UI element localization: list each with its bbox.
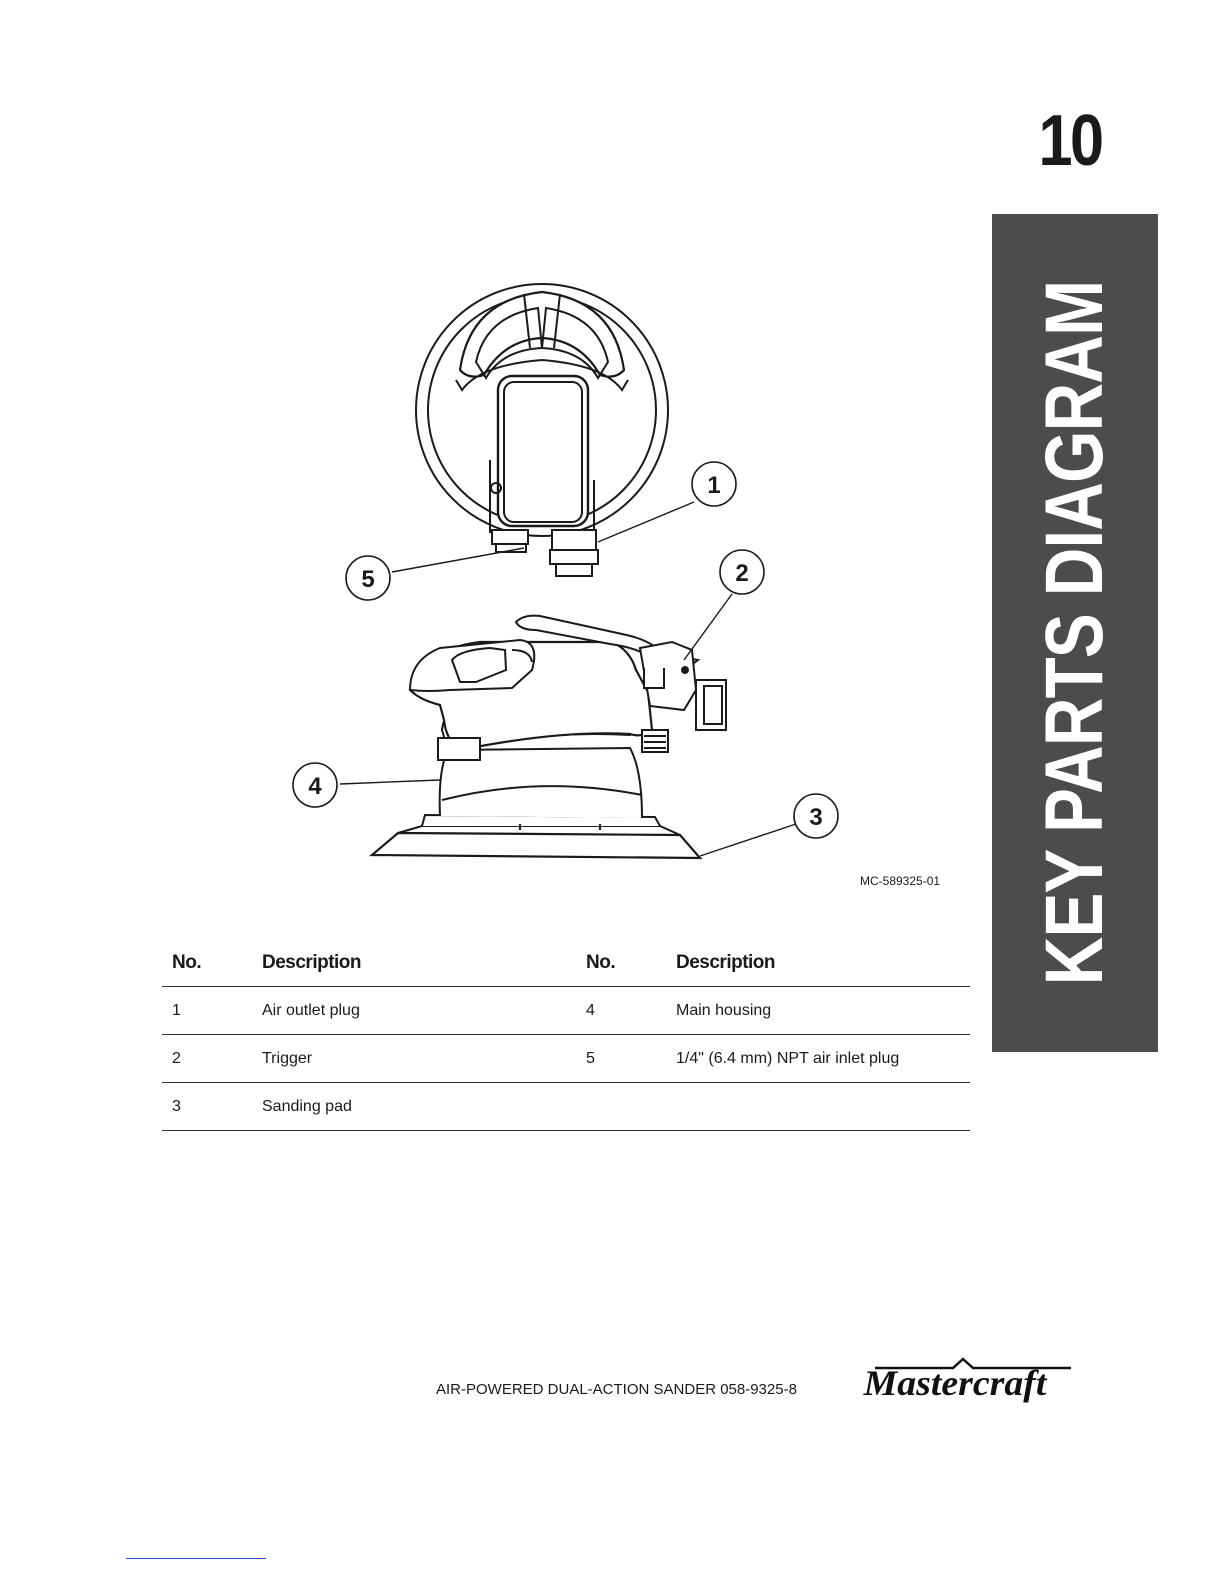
part-description: 1/4" (6.4 mm) NPT air inlet plug <box>666 1035 970 1083</box>
part-description: Air outlet plug <box>252 987 576 1035</box>
part-number <box>576 1083 666 1131</box>
section-title: KEY PARTS DIAGRAM <box>1029 280 1120 986</box>
part-number: 3 <box>162 1083 252 1131</box>
callout-2: 2 <box>735 560 749 587</box>
callout-4: 4 <box>308 773 322 800</box>
page-link-underline[interactable] <box>126 1558 266 1559</box>
product-title: AIR-POWERED DUAL-ACTION SANDER 058-9325-8 <box>436 1381 797 1398</box>
part-number: 4 <box>576 987 666 1035</box>
table-header-row <box>162 940 970 987</box>
header-description: Description <box>252 940 576 987</box>
part-description: Trigger <box>252 1035 576 1083</box>
part-description: Main housing <box>666 987 970 1035</box>
part-description <box>666 1083 970 1131</box>
table-row <box>162 1035 970 1083</box>
header-description: Description <box>666 940 970 987</box>
table-row <box>162 1083 970 1131</box>
sander-rear-view <box>416 284 668 576</box>
figure-code: MC-589325-01 <box>860 874 941 888</box>
callout-5: 5 <box>361 566 375 593</box>
table-row <box>162 987 970 1035</box>
page-number: 10 <box>1038 101 1102 181</box>
header-no: No. <box>576 940 666 987</box>
section-tab <box>992 214 1158 1052</box>
sander-illustration <box>280 230 960 890</box>
part-number: 2 <box>162 1035 252 1083</box>
sander-side-view <box>372 616 726 858</box>
callout-1: 1 <box>707 472 721 499</box>
part-number: 5 <box>576 1035 666 1083</box>
part-description: Sanding pad <box>252 1083 576 1131</box>
brand-name: Mastercraft <box>863 1363 1047 1403</box>
part-number: 1 <box>162 987 252 1035</box>
parts-table <box>162 940 970 1131</box>
callout-3: 3 <box>809 804 823 831</box>
key-parts-diagram <box>280 230 960 890</box>
header-no: No. <box>162 940 252 987</box>
brand-logo <box>835 1356 1075 1402</box>
